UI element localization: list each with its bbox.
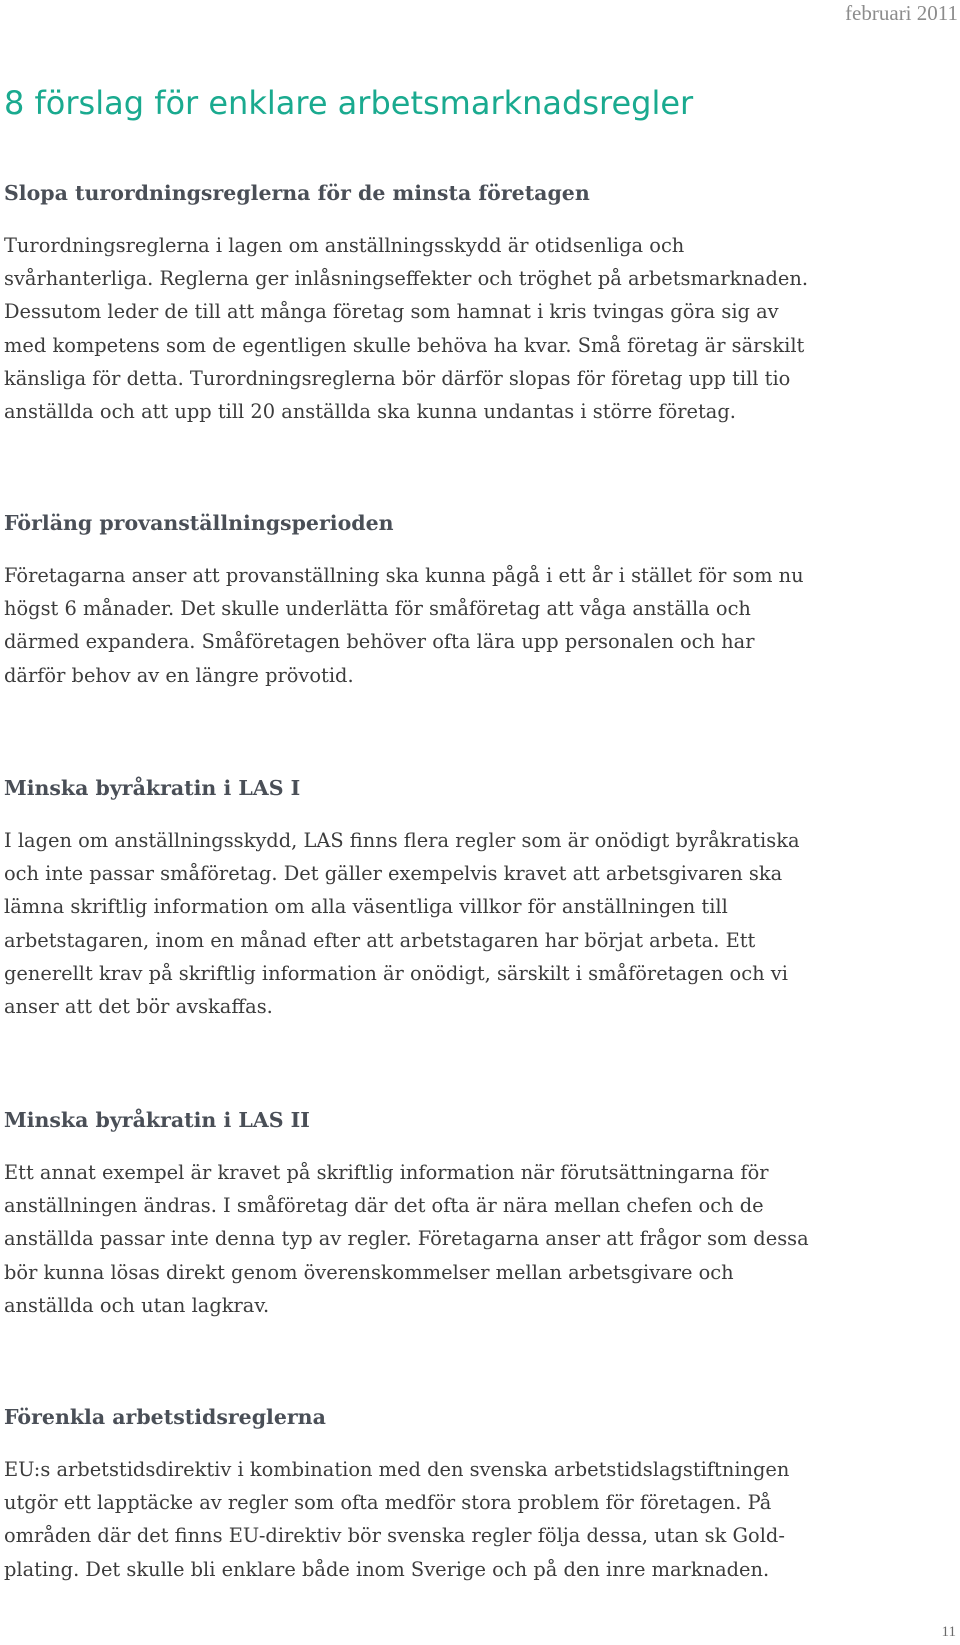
body-line: generellt krav på skriftlig information är onödigt, särskilt i småföretagen och vi [4, 961, 788, 985]
body-line: Turordningsreglerna i lagen om anställningsskydd är otidsenliga och [4, 234, 685, 257]
section-body [4, 824, 949, 1023]
body-line: anställningen ändras. I småföretag där det ofta är nära mellan chefen och de [4, 1194, 764, 1218]
body-line: därför behov av en längre prövotid. [4, 663, 354, 687]
body-line: svårhanterliga. Reglerna ger inlåsningseffekter och tröghet på arbetsmarknaden. [4, 267, 809, 291]
section-body [4, 1156, 949, 1322]
body-line: I lagen om anställningsskydd, LAS finns flera regler som är onödigt byråkratiska [4, 829, 800, 852]
body-line: anställda passar inte denna typ av regler. Företagarna anser att frågor som dessa [4, 1227, 809, 1251]
body-line: anser att det bör avskaffas. [4, 995, 273, 1019]
body-line: högst 6 månader. Det skulle underlätta för småföretag att våga anställa och [4, 597, 751, 621]
body-line: anställda och utan lagkrav. [4, 1293, 270, 1317]
section-heading: Förläng provanställningsperioden [4, 511, 394, 535]
body-line: anställda och att upp till 20 anställda ska kunna undantas i större företag. [4, 400, 736, 424]
body-line: utgör ett lapptäcke av regler som ofta medför stora problem för företagen. På [4, 1491, 772, 1515]
body-line: känsliga för detta. Turordningsreglerna bör därför slopas för företag upp till tio [4, 366, 791, 390]
section-arbetstid [4, 1403, 949, 1586]
body-line: plating. Det skulle bli enklare både inom Sverige och på den inre marknaden. [4, 1557, 770, 1581]
body-line: områden där det finns EU-direktiv bör svenska regler följa dessa, utan sk Gold- [4, 1524, 785, 1548]
section-body [4, 229, 949, 428]
body-line: arbetstagaren, inom en månad efter att arbetstagaren har börjat arbeta. Ett [4, 928, 756, 952]
section-heading: Förenkla arbetstidsreglerna [4, 1405, 326, 1429]
body-line: Ett annat exempel är kravet på skriftlig information när förutsättningarna för [4, 1161, 769, 1184]
section-heading: Minska byråkratin i LAS II [4, 1108, 310, 1132]
body-line: och inte passar småföretag. Det gäller exempelvis kravet att arbetsgivaren ska [4, 862, 783, 886]
body-line: bör kunna lösas direkt genom överenskommelser mellan arbetsgivare och [4, 1260, 734, 1284]
page-title: 8 förslag för enklare arbetsmarknadsregler [4, 84, 694, 122]
section-body [4, 559, 949, 692]
page-number: 11 [941, 1624, 956, 1640]
section-provanstallning [4, 509, 949, 692]
section-las-1 [4, 774, 949, 1023]
body-line: därmed expandera. Småföretagen behöver ofta lära upp personalen och har [4, 630, 755, 654]
body-line: EU:s arbetstidsdirektiv i kombination med den svenska arbetstidslagstiftningen [4, 1458, 790, 1481]
body-line: lämna skriftlig information om alla väsentliga villkor för anställningen till [4, 895, 728, 919]
section-turordning [4, 179, 949, 428]
section-las-2 [4, 1106, 949, 1322]
body-line: Dessutom leder de till att många företag som hamnat i kris tvingas göra sig av [4, 300, 779, 324]
body-line: Företagarna anser att provanställning ska kunna pågå i ett år i stället för som nu [4, 564, 804, 587]
section-heading: Minska byråkratin i LAS I [4, 776, 301, 800]
header-date: februari 2011 [845, 1, 958, 25]
section-heading: Slopa turordningsreglerna för de minsta företagen [4, 181, 590, 205]
section-body [4, 1453, 949, 1586]
body-line: med kompetens som de egentligen skulle behöva ha kvar. Små företag är särskilt [4, 333, 805, 357]
